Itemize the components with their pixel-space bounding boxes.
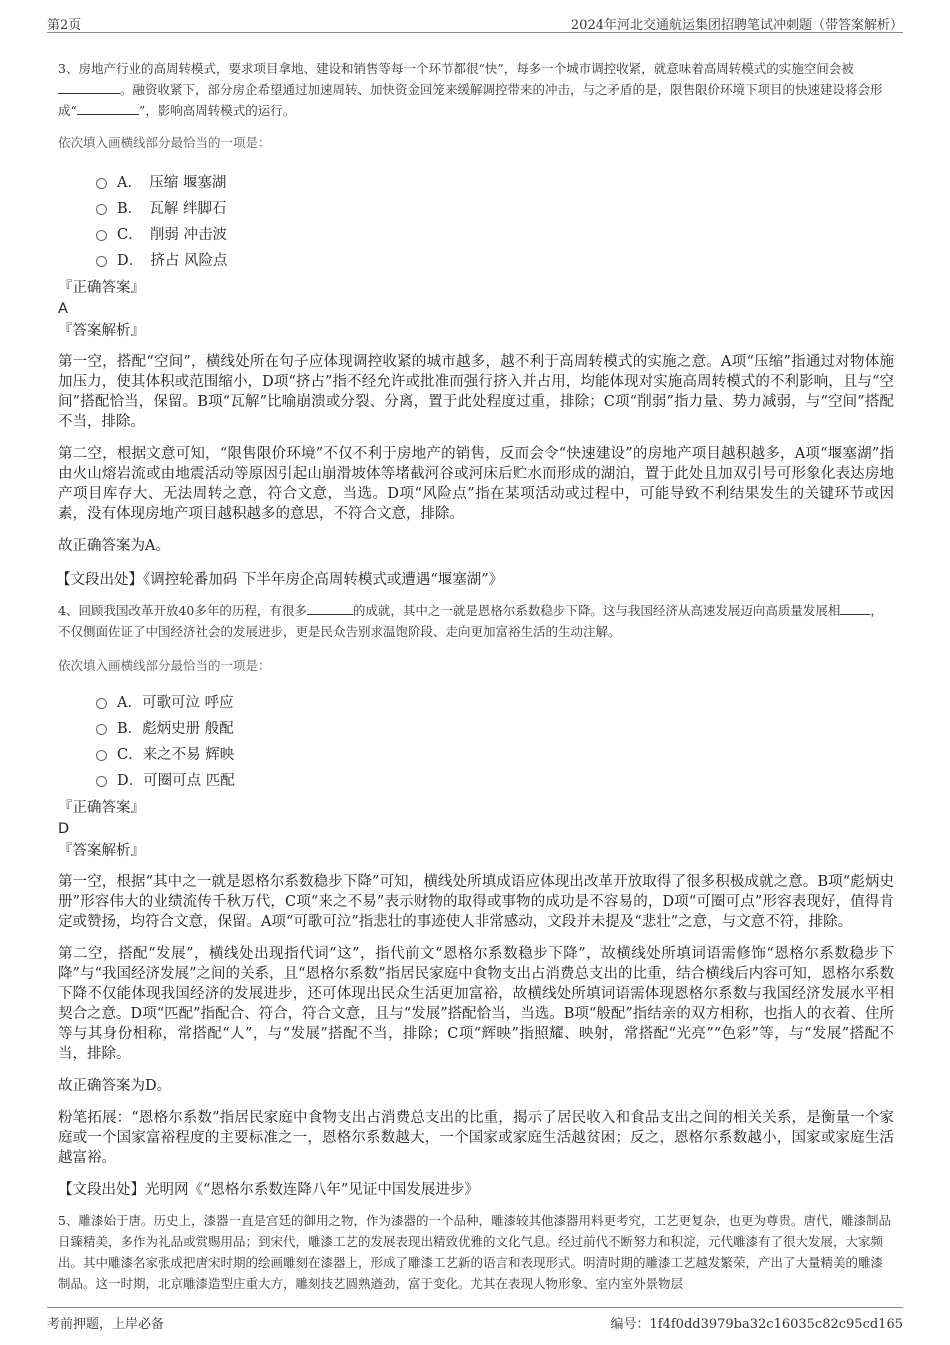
document-id: 编号：1f4f0dd3979ba32c16035c82c95cd165 [610,1317,903,1332]
document-body [58,58,894,1294]
header-divider [47,32,903,33]
option-b[interactable]: B． 瓦解 绊脚石 [96,196,894,222]
analysis-label: 『答案解析』 [58,843,145,859]
radio-icon[interactable] [96,256,107,267]
page-header [47,14,903,34]
source-citation: 【文段出处】光明网《“恩格尔系数连降八年”见证中国发展进步》 [58,1182,479,1198]
radio-icon[interactable] [96,750,107,761]
answer-blank [58,81,120,94]
conclusion: 故正确答案为D。 [58,1078,172,1094]
radio-icon[interactable] [96,698,107,709]
answer-value: D [58,821,70,837]
question-3-stem: 3、房地产行业的高周转模式，要求项目拿地、建设和销售等每一个环节都很“快”，每多一个城市调控收紧，就意味着高周转模式的实施空间会被。融资收紧下，部分房企希望通过加速周转、加快资金回笼来缓解调控带来的冲击，与之矛盾的是，限售限价环境下项目的快速建设将会形成“ ”，影响高周转模式的运行。 [58,61,883,118]
option-d[interactable]: D． 挤占 风险点 [96,248,894,274]
question-4-instruction: 依次填入画横线部分最恰当的一项是： [58,658,271,673]
document-title: 2024年河北交通航运集团招聘笔试冲刺题（带答案解析） [570,18,903,33]
option-d[interactable]: D．可圈可点 匹配 [96,768,894,794]
radio-icon[interactable] [96,178,107,189]
conclusion: 故正确答案为A。 [58,538,170,554]
radio-icon[interactable] [96,724,107,735]
question-5-stem: 5、雕漆始于唐。历史上，漆器一直是宫廷的御用之物，作为漆器的一个品种，雕漆较其他漆器用料更考究，工艺更复杂，也更为尊贵。唐代，雕漆制品日臻精美，多作为礼品或赏赐用品；到宋代，雕漆工艺的发展表现出精致优雅的文化气息。经过前代不断努力和积淀，元代雕漆有了很大发展，大家频出。其中雕漆名家张成把唐宋时期的绘画雕刻在漆器上，形成了雕漆工艺新的语言和表现形式。明清时期的雕漆工艺越发繁荣，产出了大量精美的雕漆制品。这一时期，北京雕漆造型庄重大方，雕刻技艺圆熟遒劲，富于变化。尤其在表现人物形象、室内室外景物层 [58,1213,891,1291]
answer-label: 『正确答案』 [58,280,145,296]
question-4-options [96,690,894,794]
question-3-options [96,170,894,274]
page-number: 第2页 [47,18,82,33]
analysis-paragraph: 第一空，搭配“空间”，横线处所在句子应体现调控收紧的城市越多，越不利于高周转模式的实施之意。A项“压缩”指通过对物体施加压力，使其体积或范围缩小，D项“挤占”指不经允许或批准而强行挤入并占用，均能体现对实施高周转模式的不利影响，且与“空间”搭配恰当，保留。B项“瓦解”比喻崩溃或分裂、分离，置于此处程度过重，排除；C项“削弱”指力量、势力减弱，与“空间”搭配不当，排除。 [58,354,894,430]
answer-blank [77,102,139,115]
option-c[interactable]: C．来之不易 辉映 [96,742,894,768]
answer-blank [307,602,353,615]
analysis-label: 『答案解析』 [58,323,145,339]
answer-blank [840,602,870,615]
answer-label: 『正确答案』 [58,800,145,816]
extension-note: 粉笔拓展：“恩格尔系数”指居民家庭中食物支出占消费总支出的比重，揭示了居民收入和食品支出之间的相关关系，是衡量一个家庭或一个国家富裕程度的主要标准之一，恩格尔系数越大，一个国家或家庭生活越贫困；反之，恩格尔系数越小，国家或家庭生活越富裕。 [58,1110,894,1166]
radio-icon[interactable] [96,230,107,241]
option-a[interactable]: A． 压缩 堰塞湖 [96,170,894,196]
option-c[interactable]: C． 削弱 冲击波 [96,222,894,248]
source-citation: 【文段出处】《调控轮番加码 下半年房企高周转模式或遭遇“堰塞湖”》 [56,572,504,588]
option-a[interactable]: A．可歌可泣 呼应 [96,690,894,716]
radio-icon[interactable] [96,776,107,787]
question-4-stem: 4、回顾我国改革开放40多年的历程，有很多 的成就，其中之一就是恩格尔系数稳步下降。这与我国经济从高速发展迈向高质量发展相 ，不仅侧面佐证了中国经济社会的发展进步，更是民众告别求温饱阶段、走向更加富裕生活的生动注解。 [58,603,883,639]
footer-divider [47,1307,903,1308]
footer-slogan: 考前押题，上岸必备 [47,1317,165,1332]
analysis-paragraph: 第一空，根据“其中之一就是恩格尔系数稳步下降”可知，横线处所填成语应体现出改革开放取得了很多积极成就之意。B项“彪炳史册”形容伟大的业绩流传千秋万代，C项“来之不易”表示财物的取得或事物的成功是不容易的，D项“可圈可点”形容表现好，值得肯定或赞扬，均符合文意，保留。A项“可歌可泣”指悲壮的事迹使人非常感动，文段并未提及“悲壮”之意，与文意不符，排除。 [58,874,894,930]
answer-value: A [58,301,68,317]
question-3-instruction: 依次填入画横线部分最恰当的一项是： [58,135,271,150]
analysis-paragraph: 第二空，搭配“发展”，横线处出现指代词“这”，指代前文“恩格尔系数稳步下降”，故横线处所填词语需修饰“恩格尔系数稳步下降”与“我国经济发展”之间的关系，且“恩格尔系数”指居民家庭中食物支出占消费总支出的比重，结合横线后内容可知，恩格尔系数下降不仅能体现我国经济的发展进步，还可体现出民众生活更加富裕，故横线处所填词语需体现恩格尔系数与我国经济发展水平相契合之意。D项“匹配”指配合、符合，符合文意，且与“发展”搭配恰当，当选。B项“般配”指结亲的双方相称，也指人的衣着、住所等与其身份相称，常搭配“人”，与“发展”搭配不当，排除；C项“辉映”指照耀、映射，常搭配“光亮”“色彩”等，与“发展”搭配不当，排除。 [58,946,894,1062]
analysis-paragraph: 第二空，根据文意可知，“限售限价环境”不仅不利于房地产的销售，反而会令“快速建设”的房地产项目越积越多，A项“堰塞湖”指由火山熔岩流或由地震活动等原因引起山崩滑坡体等堵截河谷或河床后贮水而形成的湖泊，置于此处且加双引号可形象化表达房地产项目库存大、无法周转之意，符合文意，当选。D项“风险点”指在某项活动或过程中，可能导致不利结果发生的关键环节或因素，没有体现房地产项目越积越多的意思，不符合文意，排除。 [58,446,894,522]
radio-icon[interactable] [96,204,107,215]
option-b[interactable]: B．彪炳史册 般配 [96,716,894,742]
